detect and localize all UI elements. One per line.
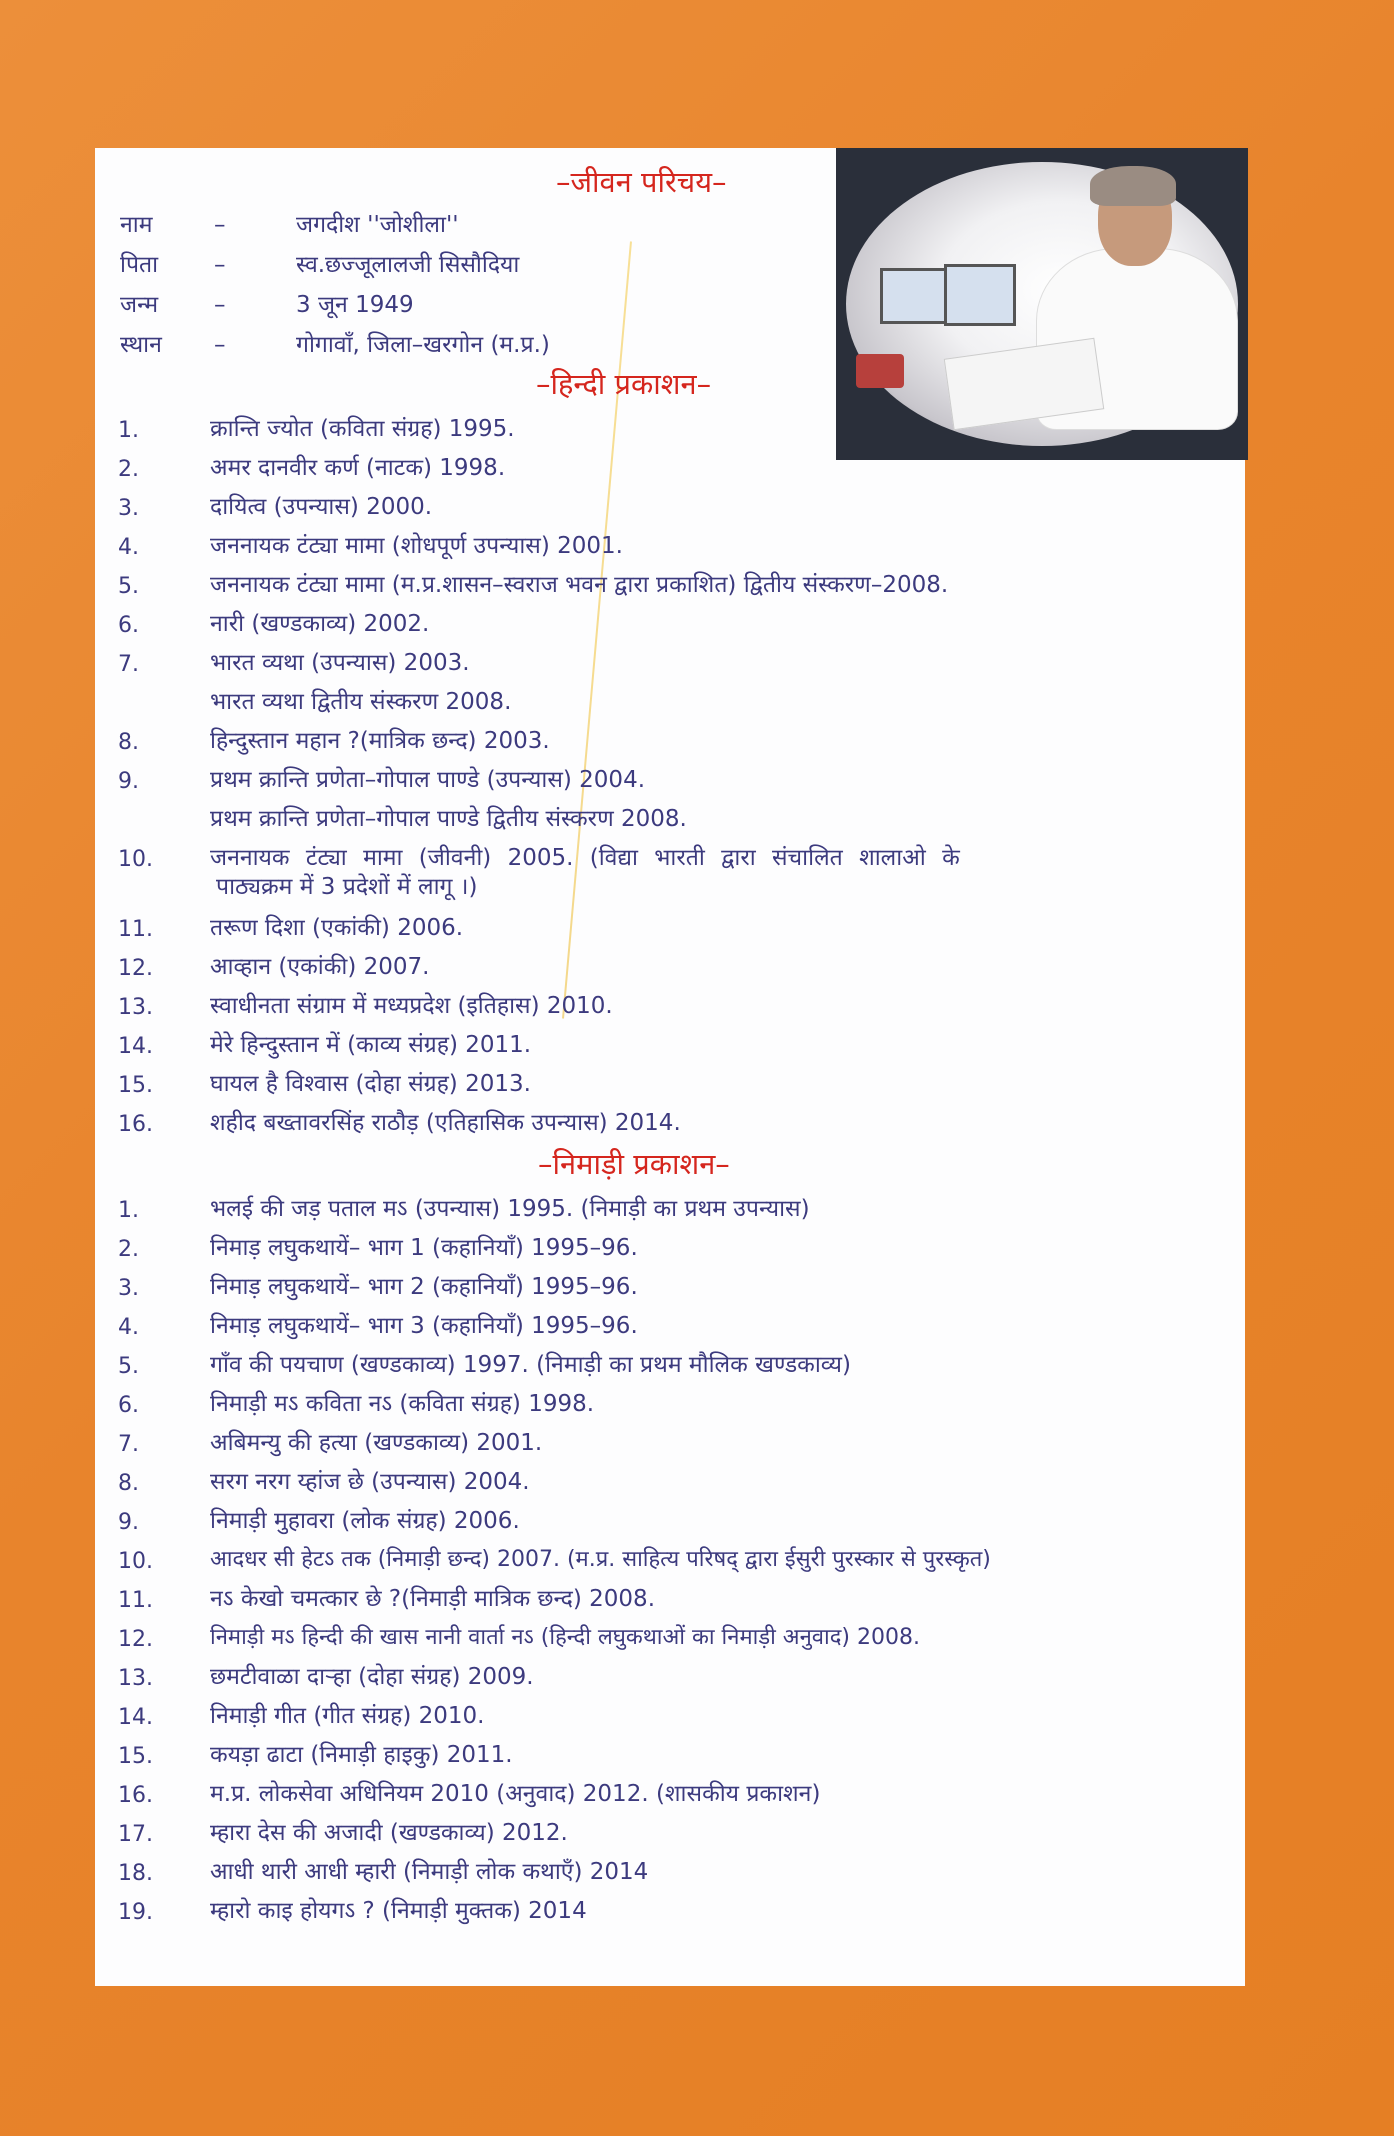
publication-item: जननायक टंट्या मामा (जीवनी) 2005. (विद्या भारती द्वारा संचालित शालाओ के	[210, 845, 960, 871]
publication-item: पाठ्यक्रम में 3 प्रदेशों में लागू ।)	[216, 874, 478, 900]
item-number: 6.	[118, 1393, 139, 1418]
bio-sep: –	[214, 252, 226, 278]
publication-item: गाँव की पयचाण (खण्डकाव्य) 1997. (निमाड़ी का प्रथम मौलिक खण्डकाव्य)	[210, 1352, 851, 1378]
item-number: 1.	[118, 418, 139, 443]
item-number: 4.	[118, 535, 139, 560]
publication-item: शहीद बख्तावरसिंह राठौड़ (एतिहासिक उपन्यास) 2014.	[210, 1110, 681, 1136]
bio-value: स्व.छज्जूलालजी सिसौदिया	[296, 252, 520, 278]
publication-item: छमटीवाळा दार्‍हा (दोहा संग्रह) 2009.	[210, 1664, 534, 1690]
publication-item: हिन्दुस्तान महान ?(मात्रिक छन्द) 2003.	[210, 728, 550, 754]
bio-label: नाम	[120, 212, 153, 238]
publication-item: म्हारो काइ होयगऽ ? (निमाड़ी मुक्तक) 2014	[210, 1898, 587, 1924]
item-number: 17.	[118, 1822, 153, 1847]
item-number: 11.	[118, 917, 153, 942]
publication-item: निमाड़ी मुहावरा (लोक संग्रह) 2006.	[210, 1508, 520, 1534]
bio-sep: –	[214, 292, 226, 318]
publication-item: जननायक टंट्या मामा (म.प्र.शासन–स्वराज भवन द्वारा प्रकाशित) द्वितीय संस्करण–2008.	[210, 572, 949, 598]
item-number: 8.	[118, 730, 139, 755]
item-number: 13.	[118, 1666, 153, 1691]
hindi-heading: –हिन्दी प्रकाशन–	[536, 367, 712, 401]
item-number: 16.	[118, 1783, 153, 1808]
publication-item: आधी थारी आधी म्हारी (निमाड़ी लोक कथाएँ) 2014	[210, 1859, 649, 1885]
bio-value: 3 जून 1949	[296, 292, 414, 318]
publication-item: निमाड़ी मऽ कविता नऽ (कविता संग्रह) 1998.	[210, 1391, 595, 1417]
desk-object	[856, 354, 904, 388]
publication-item: सरग नरग य्हांज छे (उपन्यास) 2004.	[210, 1469, 530, 1495]
item-number: 3.	[118, 496, 139, 521]
bio-label: स्थान	[120, 332, 162, 358]
item-number: 7.	[118, 1432, 139, 1457]
bio-value: जगदीश ''जोशीला''	[296, 212, 459, 238]
bio-value: गोगावाँ, जिला–खरगोन (म.प्र.)	[296, 332, 550, 358]
publication-item: निमाड़ लघुकथायें– भाग 1 (कहानियाँ) 1995–96.	[210, 1235, 638, 1261]
publication-item: निमाड़ लघुकथायें– भाग 2 (कहानियाँ) 1995–96.	[210, 1274, 638, 1300]
monitor-shape	[944, 264, 1016, 326]
bio-label: जन्म	[120, 292, 159, 318]
publication-item: मेरे हिन्दुस्तान में (काव्य संग्रह) 2011.	[210, 1032, 532, 1058]
item-number: 2.	[118, 1237, 139, 1262]
item-number: 2.	[118, 457, 139, 482]
item-number: 13.	[118, 995, 153, 1020]
item-number: 15.	[118, 1073, 153, 1098]
publication-item: भारत व्यथा (उपन्यास) 2003.	[210, 650, 470, 676]
item-number: 1.	[118, 1198, 139, 1223]
publication-item: अमर दानवीर कर्ण (नाटक) 1998.	[210, 455, 506, 481]
publication-item: स्वाधीनता संग्राम में मध्यप्रदेश (इतिहास) 2010.	[210, 993, 613, 1019]
publication-item: भलई की जड़ पताल मऽ (उपन्यास) 1995. (निमाड़ी का प्रथम उपन्यास)	[210, 1196, 810, 1222]
item-number: 19.	[118, 1900, 153, 1925]
publication-item: दायित्व (उपन्यास) 2000.	[210, 494, 433, 520]
bio-label: पिता	[120, 252, 159, 278]
bio-sep: –	[214, 212, 226, 238]
item-number: 9.	[118, 769, 139, 794]
item-number: 5.	[118, 1354, 139, 1379]
item-number: 14.	[118, 1034, 153, 1059]
item-number: 16.	[118, 1112, 153, 1137]
publication-item: अबिमन्यु की हत्या (खण्डकाव्य) 2001.	[210, 1430, 543, 1456]
publication-item: तरूण दिशा (एकांकी) 2006.	[210, 915, 464, 941]
item-number: 4.	[118, 1315, 139, 1340]
nimadi-heading: –निमाड़ी प्रकाशन–	[538, 1147, 730, 1181]
publication-item: नऽ केखो चमत्कार छे ?(निमाड़ी मात्रिक छन्द) 2008.	[210, 1586, 656, 1612]
item-number: 5.	[118, 574, 139, 599]
publication-item: क्रान्ति ज्योत (कविता संग्रह) 1995.	[210, 416, 515, 442]
item-number: 6.	[118, 613, 139, 638]
publication-item: निमाड़ लघुकथायें– भाग 3 (कहानियाँ) 1995–96.	[210, 1313, 638, 1339]
publication-item: जननायक टंट्या मामा (शोधपूर्ण उपन्यास) 2001.	[210, 533, 623, 559]
bio-sep: –	[214, 332, 226, 358]
item-number: 12.	[118, 1627, 153, 1652]
publication-item: आव्हान (एकांकी) 2007.	[210, 954, 430, 980]
person-hair	[1090, 166, 1176, 206]
publication-item: कयड़ा ढाटा (निमाड़ी हाइकु) 2011.	[210, 1742, 513, 1768]
publication-item: घायल है विश्वास (दोहा संग्रह) 2013.	[210, 1071, 531, 1097]
item-number: 12.	[118, 956, 153, 981]
publication-item: भारत व्यथा द्वितीय संस्करण 2008.	[210, 689, 512, 715]
item-number: 11.	[118, 1588, 153, 1613]
item-number: 15.	[118, 1744, 153, 1769]
author-photo	[836, 148, 1248, 460]
publication-item: निमाड़ी गीत (गीत संग्रह) 2010.	[210, 1703, 485, 1729]
publication-item: प्रथम क्रान्ति प्रणेता–गोपाल पाण्डे द्वितीय संस्करण 2008.	[210, 806, 687, 832]
monitor-shape	[880, 268, 948, 324]
publication-item: आदधर सी हेटऽ तक (निमाड़ी छन्द) 2007. (म.प्र. साहित्य परिषद् द्वारा ईसुरी पुरस्कार से पुरस्कृत)	[210, 1547, 991, 1572]
item-number: 14.	[118, 1705, 153, 1730]
item-number: 3.	[118, 1276, 139, 1301]
intro-heading: –जीवन परिचय–	[556, 165, 727, 199]
publication-item: नारी (खण्डकाव्य) 2002.	[210, 611, 430, 637]
publication-item: प्रथम क्रान्ति प्रणेता–गोपाल पाण्डे (उपन्यास) 2004.	[210, 767, 646, 793]
item-number: 10.	[118, 1549, 153, 1574]
publication-item: निमाड़ी मऽ हिन्दी की खास नानी वार्ता नऽ (हिन्दी लघुकथाओं का निमाड़ी अनुवाद) 2008.	[210, 1625, 920, 1650]
item-number: 10.	[118, 847, 153, 872]
item-number: 7.	[118, 652, 139, 677]
item-number: 18.	[118, 1861, 153, 1886]
publication-item: म.प्र. लोकसेवा अधिनियम 2010 (अनुवाद) 2012. (शासकीय प्रकाशन)	[210, 1781, 821, 1807]
item-number: 9.	[118, 1510, 139, 1535]
item-number: 8.	[118, 1471, 139, 1496]
publication-item: म्हारा देस की अजादी (खण्डकाव्य) 2012.	[210, 1820, 568, 1846]
